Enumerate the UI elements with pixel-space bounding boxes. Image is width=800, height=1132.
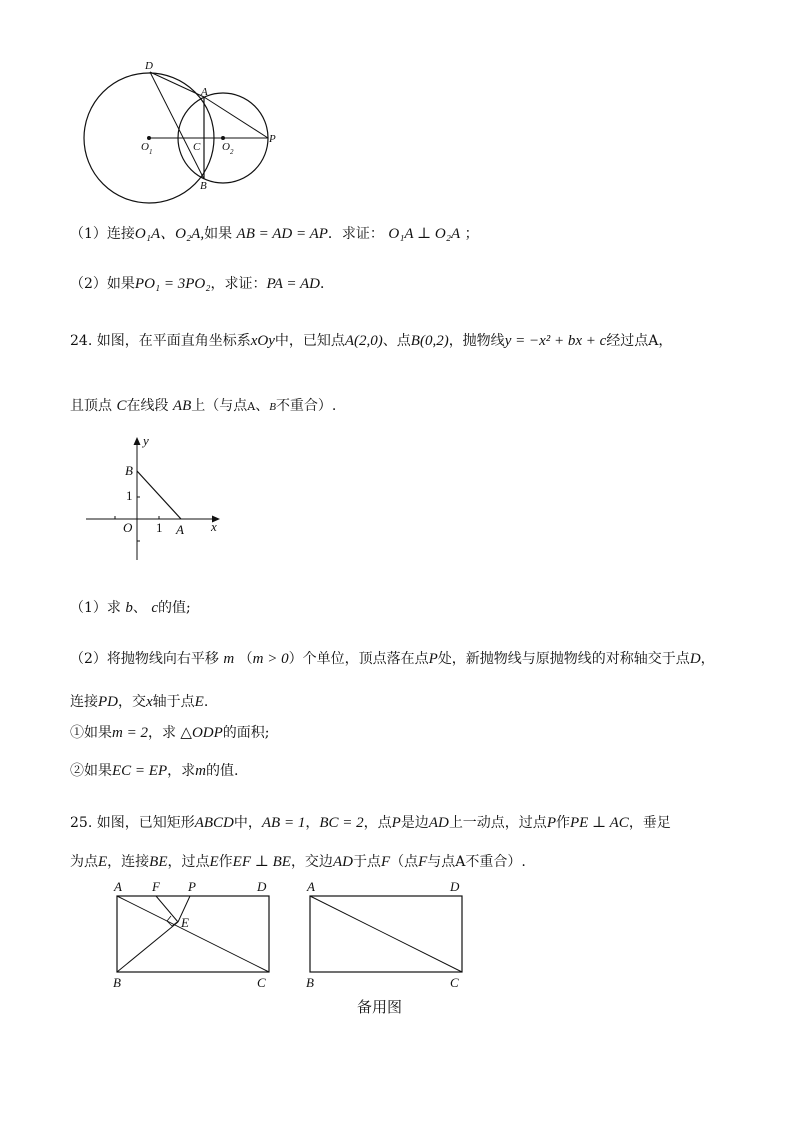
q24-intro: 24. 如图，在平面直角坐标系: [70, 333, 251, 349]
q25-l2e: ，交边: [290, 854, 333, 870]
label-x: x: [211, 519, 217, 534]
q23-p2-prove: ，求证：: [210, 276, 267, 292]
q25-l2f: 于点: [352, 854, 381, 870]
label-d: D: [450, 879, 460, 894]
label-e: E: [181, 915, 189, 930]
q24-part2: [70, 648, 715, 668]
q24-p2-e: ，: [700, 651, 715, 667]
q23-p1-end: ；: [464, 226, 479, 242]
diag-ac-spare: [310, 896, 462, 972]
q24-p1-a: （1）求: [70, 600, 121, 616]
label-b: B: [200, 180, 207, 192]
q24-eceq: EC = EP: [112, 763, 168, 779]
q25-l2b: ，连接: [107, 854, 150, 870]
q25-peac: PE ⊥ AC: [569, 815, 629, 831]
line-da: [150, 72, 204, 97]
label-y: y: [143, 433, 149, 448]
q25-p2: P: [546, 815, 556, 831]
q24-sub2: [70, 760, 238, 780]
q23-p1-cond: AB = AD = AP: [236, 226, 328, 242]
label-a: A: [307, 879, 315, 894]
label-one-x: 1: [156, 520, 163, 535]
q24-p2-a: （2）将抛物线向右平移: [70, 651, 219, 667]
q25-ad: AD: [428, 815, 449, 831]
q25-l2g: （点: [390, 854, 419, 870]
q24-pd-d: .: [203, 694, 209, 710]
q24-m: m: [223, 651, 235, 667]
q24-mcond: m > 0: [252, 651, 289, 667]
figure-coordinate-axes: [80, 428, 230, 568]
q24-part1: [70, 597, 191, 617]
q24-l2b: 在线段: [126, 398, 169, 414]
q23-p2-cond: PO₁ = 3PO₂: [134, 276, 211, 292]
q25-l1f: 上一动点，过点: [448, 815, 547, 831]
q24-l2a: 且顶点: [70, 398, 112, 414]
label-d: D: [145, 60, 153, 72]
q24-s1-b: ，求: [147, 725, 176, 741]
q23-p1-if: 如果: [204, 226, 233, 242]
line-db: [150, 72, 204, 179]
spare-figure-caption: 备用图: [357, 998, 403, 1016]
q24-parabola: y = −x² + bx + c: [504, 333, 607, 349]
q24-b: b: [125, 600, 133, 616]
q24-c: C: [116, 398, 127, 414]
q25-l2d: 作: [218, 854, 233, 870]
q24-s1-a: ①如果: [70, 725, 112, 741]
segment-ab: [137, 471, 181, 519]
q25-efbe: EF ⊥ BE: [232, 854, 291, 870]
figure-two-circles: [70, 55, 300, 205]
q24-pd: PD: [98, 694, 118, 710]
label-d: D: [257, 879, 267, 894]
label-b: B: [306, 975, 314, 990]
label-c: C: [257, 975, 266, 990]
dot-o2: [221, 136, 225, 140]
label-a: A: [201, 86, 208, 98]
q24-e: E: [194, 694, 204, 710]
q24-s2-a: ②如果: [70, 763, 112, 779]
label-f: F: [152, 879, 160, 894]
q24-s2-b: ，求: [167, 763, 196, 779]
q24-m3: m: [195, 763, 206, 779]
label-o2: O: [222, 141, 230, 153]
q25-l1c: ，: [305, 815, 320, 831]
q25-ab: AB = 1: [261, 815, 306, 831]
q25-f: F: [380, 854, 391, 870]
label-p: P: [269, 133, 276, 145]
q25-l1e: 是边: [400, 815, 429, 831]
q24-x: x: [146, 694, 153, 710]
q25-l1g: 作: [555, 815, 570, 831]
q24-t1: 中，已知点: [274, 333, 345, 349]
q25-l1h: ，垂足: [628, 815, 671, 831]
diag-ac: [117, 896, 269, 972]
q23-p1-lines: O₁A、O₂A,: [134, 226, 205, 242]
q24-sub1: [70, 722, 270, 742]
q24-s2-c: 的值.: [205, 763, 239, 779]
dot-o1: [147, 136, 151, 140]
q25-l2a: 为点: [70, 854, 98, 870]
q25-e: E: [98, 854, 108, 870]
q25-l1b: 中，: [233, 815, 262, 831]
q25-l2h: 与点A不重合）.: [427, 854, 526, 870]
q24-p2-d: 处，新抛物线与原抛物线的对称轴交于点: [437, 651, 690, 667]
label-c: C: [450, 975, 459, 990]
q24-pd-b: ，交: [118, 694, 146, 710]
q24-line2: [70, 395, 336, 415]
q24-b-small: B: [269, 401, 276, 413]
q24-l2e: 不重合）.: [275, 398, 337, 414]
q25-p: P: [391, 815, 401, 831]
label-b: B: [113, 975, 121, 990]
q24-point-b: B(0,2): [410, 333, 449, 349]
line-ef: [156, 896, 178, 922]
q25-line1: [70, 812, 671, 832]
y-axis-arrow: [134, 437, 141, 445]
q24-p1-c: 的值;: [158, 600, 191, 616]
q24-p: P: [428, 651, 438, 667]
label-p: P: [188, 879, 196, 894]
label-a: A: [176, 522, 184, 537]
figure-rectangle-main: [105, 876, 280, 996]
q24-l2d: 、: [255, 398, 270, 414]
q24-p2-b: （: [238, 651, 253, 667]
label-a: A: [114, 879, 122, 894]
q23-p1-goal: O₁A ⊥ O₂A: [388, 226, 461, 242]
q24-t2: 、点: [382, 333, 411, 349]
q25-abcd: ABCD: [194, 815, 234, 831]
q24-xoy: xOy: [250, 333, 275, 349]
q23-part1: [70, 222, 479, 243]
line-be: [117, 922, 178, 972]
label-o2-sub: 2: [230, 148, 234, 156]
q24-pd-a: 连接: [70, 694, 98, 710]
q25-l1a: 25. 如图，已知矩形: [70, 815, 195, 831]
q24-p1-b: 、: [132, 600, 147, 616]
q23-p2-goal: PA = AD: [266, 276, 320, 292]
q25-l2c: ，过点: [167, 854, 210, 870]
label-o1-sub: 1: [149, 148, 153, 156]
q25-l1d: ，点: [363, 815, 392, 831]
q24-connect-pd: [70, 691, 208, 711]
q25-line2: [70, 851, 526, 871]
q25-e2: E: [209, 854, 219, 870]
q24-point-a: A(2,0): [344, 333, 383, 349]
q24-pd-c: 轴于点: [152, 694, 195, 710]
label-b: B: [125, 463, 133, 478]
q25-ad2: AD: [332, 854, 353, 870]
q24-s1-c: 的面积;: [222, 725, 270, 741]
q23-part2: [70, 273, 334, 293]
q24-c-var: c: [151, 600, 158, 616]
q25-f2: F: [418, 854, 428, 870]
q24-line1: [70, 330, 672, 350]
q25-be: BE: [149, 854, 168, 870]
q24-d: D: [689, 651, 701, 667]
label-one-y: 1: [126, 488, 133, 503]
q24-ab: AB: [172, 398, 192, 414]
q24-p2-c: ）个单位，顶点落在点: [288, 651, 429, 667]
q23-p2-num: （2）如果: [70, 276, 135, 292]
q24-triangle: △ODP: [180, 725, 223, 741]
q23-p1-num: （1）连接: [70, 226, 135, 242]
label-o: O: [123, 520, 133, 535]
q24-l2c: 上（与点: [191, 398, 248, 414]
q24-m2: m = 2: [112, 725, 148, 741]
q24-t3: ，抛物线: [448, 333, 505, 349]
label-c: C: [193, 141, 201, 153]
q24-a-small: A: [247, 400, 256, 413]
q24-t4: 经过点A，: [606, 333, 673, 349]
q25-bc: BC = 2: [319, 815, 364, 831]
q23-p2-end: ．: [319, 276, 334, 292]
figure-rectangle-spare: [298, 876, 473, 996]
label-o1: O: [141, 141, 149, 153]
q23-p1-prove: ．求证：: [327, 226, 384, 242]
